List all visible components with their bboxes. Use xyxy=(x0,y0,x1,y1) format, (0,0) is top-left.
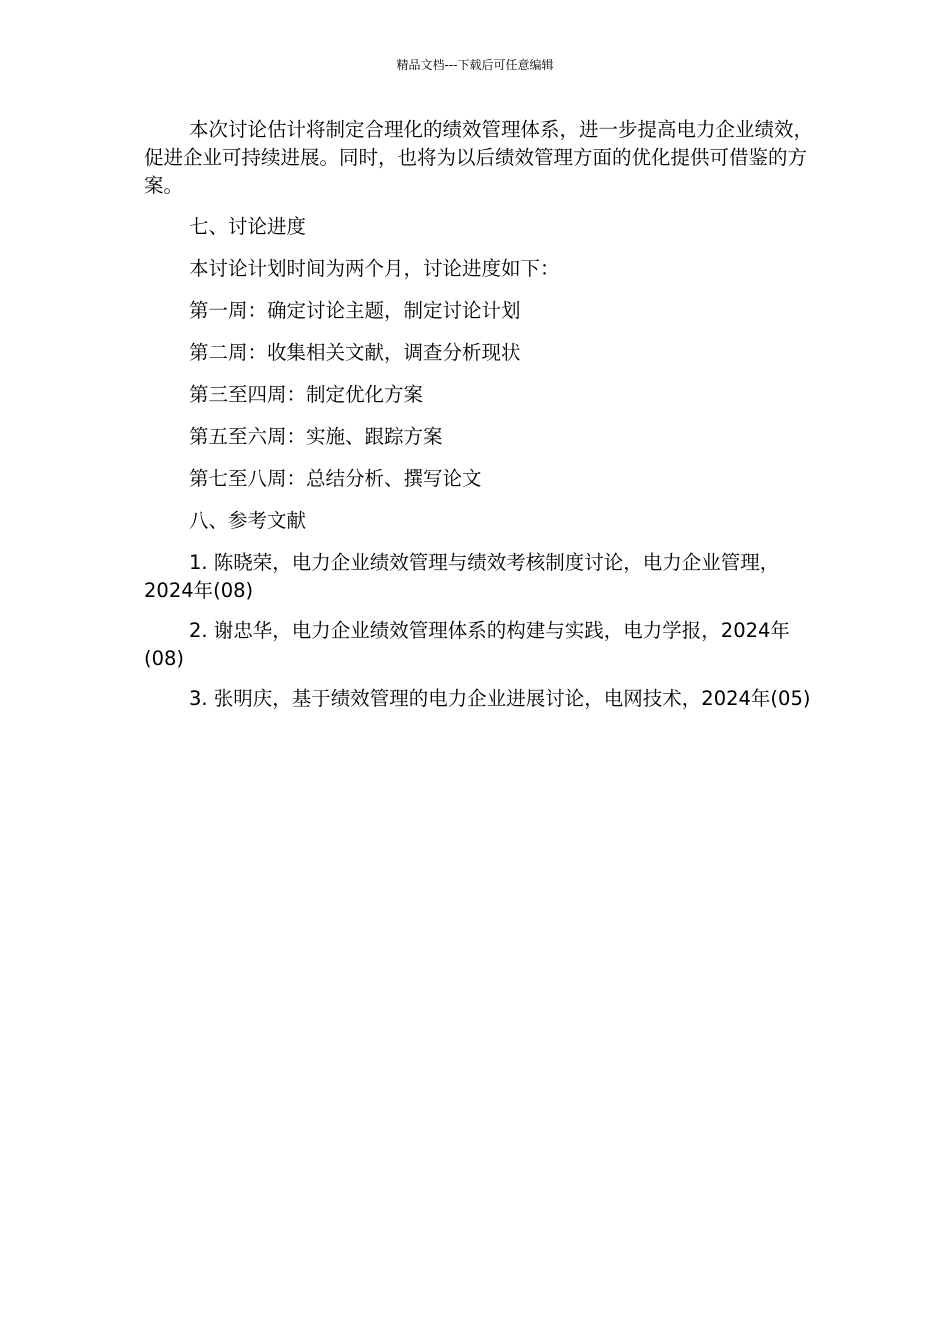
schedule-item: 第五至六周：实施、跟踪方案 xyxy=(189,425,443,448)
schedule-item: 第三至四周：制定优化方案 xyxy=(189,383,424,406)
section-7-heading: 七、讨论进度 xyxy=(189,215,307,238)
reference-item: 1. 陈晓荣，电力企业绩效管理与绩效考核制度讨论，电力企业管理，2024年(08) xyxy=(144,551,780,602)
reference-item: 3. 张明庆，基于绩效管理的电力企业进展讨论，电网技术，2024年(05) xyxy=(189,687,811,710)
schedule-item: 第一周：确定讨论主题，制定讨论计划 xyxy=(189,299,521,322)
schedule-item: 第二周：收集相关文献，调查分析现状 xyxy=(189,341,521,364)
page-header: 精品文档---下载后可任意编辑 xyxy=(396,58,554,72)
document-body xyxy=(144,116,816,726)
schedule-item: 第七至八周：总结分析、撰写论文 xyxy=(189,467,482,490)
schedule-intro: 本讨论计划时间为两个月，讨论进度如下： xyxy=(189,257,560,280)
section-8-heading: 八、参考文献 xyxy=(189,509,307,532)
reference-item: 2. 谢忠华，电力企业绩效管理体系的构建与实践，电力学报，2024年(08) xyxy=(144,619,790,670)
intro-paragraph: 本次讨论估计将制定合理化的绩效管理体系，进一步提高电力企业绩效，促进企业可持续进展。同时，也将为以后绩效管理方面的优化提供可借鉴的方案。 xyxy=(144,118,814,197)
